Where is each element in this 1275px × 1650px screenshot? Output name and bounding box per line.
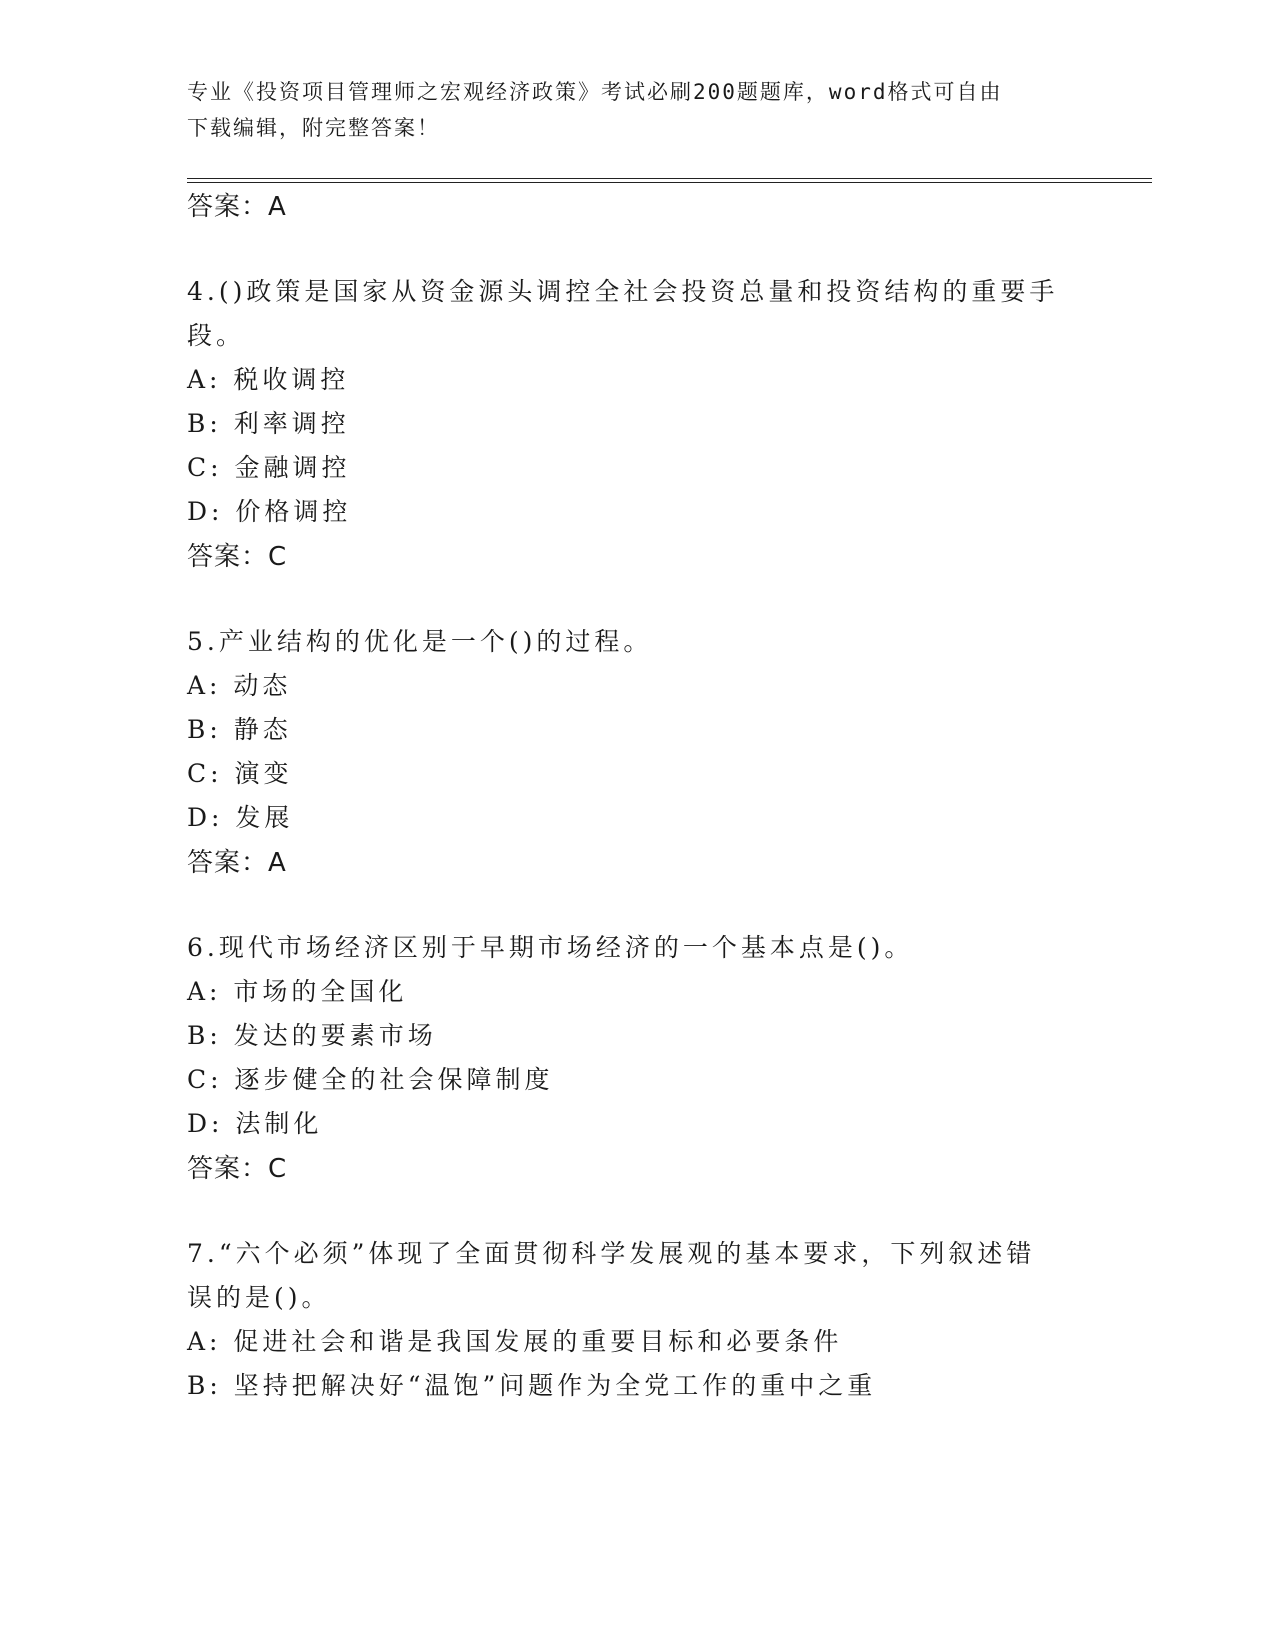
question-7-option-a: A: 促进社会和谐是我国发展的重要目标和必要条件 (187, 1327, 843, 1356)
question-4-stem-line-2: 段。 (187, 321, 246, 350)
question-5-answer: 答案：A (187, 848, 287, 878)
question-5-option-b: B: 静态 (187, 715, 292, 744)
question-7-stem-line-1: 7.“六个必须”体现了全面贯彻科学发展观的基本要求，下列叙述错 (187, 1239, 1036, 1268)
question-7-option-b: B: 坚持把解决好“温饱”问题作为全党工作的重中之重 (187, 1371, 877, 1400)
question-6-answer: 答案：C (187, 1154, 288, 1184)
question-4-option-c: C: 金融调控 (187, 453, 351, 482)
question-4-stem-line-1: 4.()政策是国家从资金源头调控全社会投资总量和投资结构的重要手 (187, 277, 1059, 306)
question-4-answer: 答案：C (187, 542, 288, 572)
document-header (187, 74, 1067, 146)
question-5-option-c: C: 演变 (187, 759, 293, 788)
question-4-option-b: B: 利率调控 (187, 409, 350, 438)
question-5-option-a: A: 动态 (187, 671, 292, 700)
question-4-option-d: D: 价格调控 (187, 497, 352, 526)
header-divider-top (187, 178, 1152, 179)
question-4-option-a: A: 税收调控 (187, 365, 350, 394)
question-6-option-c: C: 逐步健全的社会保障制度 (187, 1065, 554, 1094)
question-5-option-d: D: 发展 (187, 803, 294, 832)
question-5-stem: 5.产业结构的优化是一个()的过程。 (187, 627, 653, 656)
header-line-1: 专业《投资项目管理师之宏观经济政策》考试必刷200题题库，word格式可自由 (187, 80, 1003, 104)
header-line-2: 下载编辑，附完整答案！ (187, 116, 440, 140)
question-7-stem-line-2: 误的是()。 (187, 1283, 331, 1312)
question-6-option-a: A: 市场的全国化 (187, 977, 408, 1006)
question-6-stem: 6.现代市场经济区别于早期市场经济的一个基本点是()。 (187, 933, 914, 962)
question-6-option-b: B: 发达的要素市场 (187, 1021, 437, 1050)
previous-answer: 答案：A (187, 192, 287, 222)
header-divider-bottom (187, 182, 1152, 183)
question-6-option-d: D: 法制化 (187, 1109, 323, 1138)
